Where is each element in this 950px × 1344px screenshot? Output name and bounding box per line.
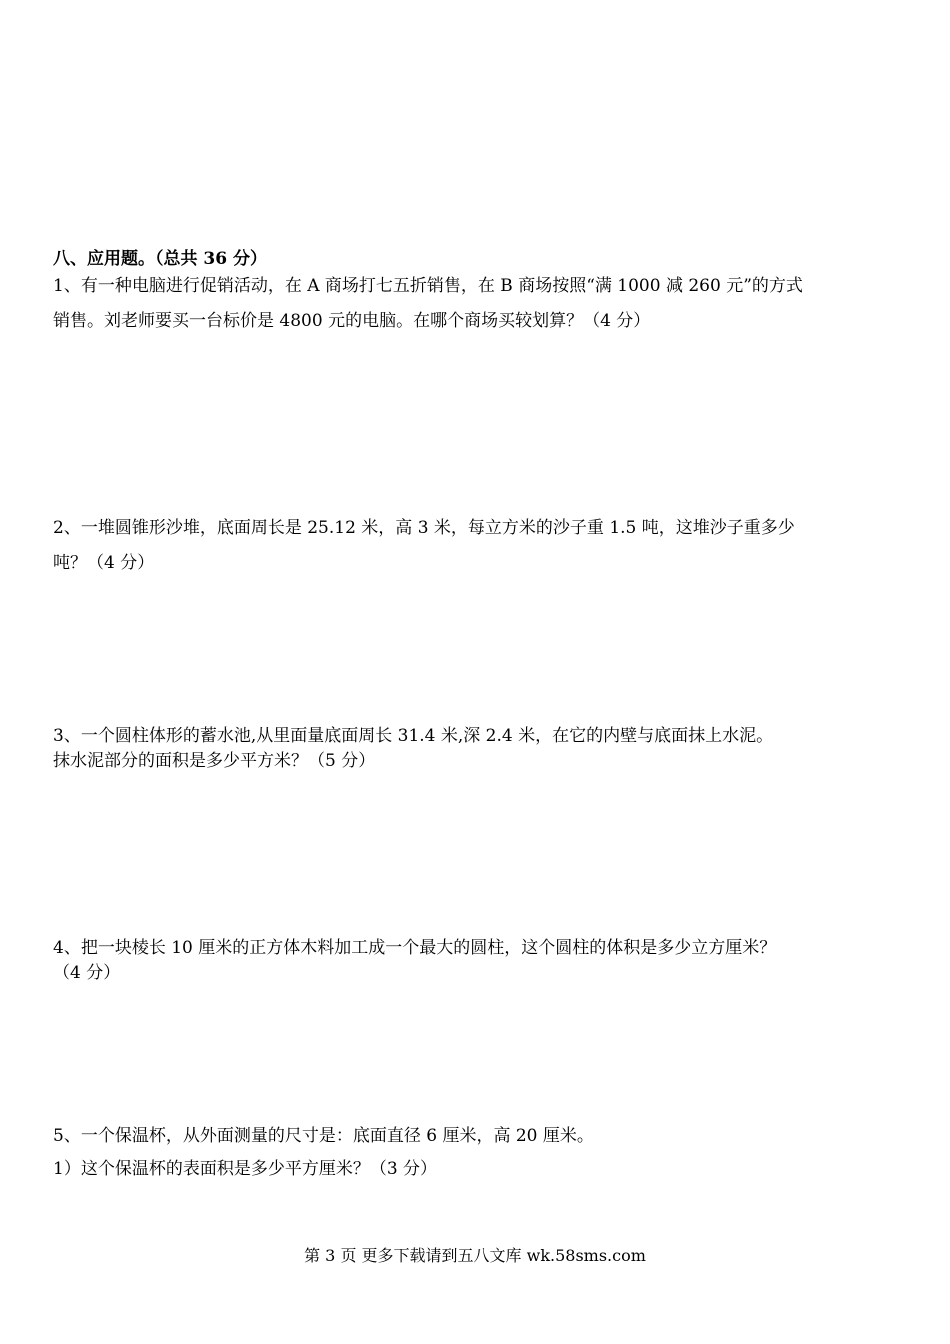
question-4-line-2: （4 分） (53, 963, 121, 983)
question-2-line-1: 2、一堆圆锥形沙堆，底面周长是 25.12 米，高 3 米，每立方米的沙子重 1.5 吨，这堆沙子重多少 (53, 518, 795, 538)
question-5-line-1: 5、一个保温杯，从外面测量的尺寸是：底面直径 6 厘米，高 20 厘米。 (53, 1126, 594, 1146)
question-1-line-1: 1、有一种电脑进行促销活动，在 A 商场打七五折销售，在 B 商场按照“满 1000 减 260 元”的方式 (53, 276, 803, 296)
question-2-line-2: 吨？（4 分） (53, 553, 155, 573)
question-3-line-1: 3、一个圆柱体形的蓄水池,从里面量底面周长 31.4 米,深 2.4 米，在它的内壁与底面抹上水泥。 (53, 726, 774, 746)
page-footer: 第 3 页 更多下载请到五八文库 wk.58sms.com (304, 1246, 646, 1265)
question-5-line-2: 1）这个保温杯的表面积是多少平方厘米？（3 分） (53, 1159, 438, 1179)
section-title: 八、应用题。（总共 36 分） (53, 249, 267, 269)
question-1-line-2: 销售。刘老师要买一台标价是 4800 元的电脑。在哪个商场买较划算？（4 分） (53, 311, 651, 331)
question-4-line-1: 4、把一块棱长 10 厘米的正方体木料加工成一个最大的圆柱，这个圆柱的体积是多少立方厘米？ (53, 938, 777, 958)
question-3-line-2: 抹水泥部分的面积是多少平方米？（5 分） (53, 751, 376, 771)
